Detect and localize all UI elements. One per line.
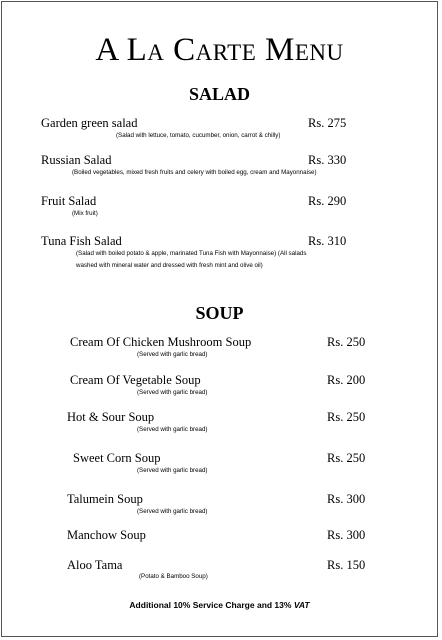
salad-item-desc: (Boiled vegetables, mixed fresh fruits and celery with boiled egg, cream and Mayonnaise) <box>72 169 317 176</box>
soup-item-name: Manchow Soup <box>67 528 146 542</box>
menu-page <box>1 1 438 637</box>
soup-item-name: Sweet Corn Soup <box>73 451 161 465</box>
salad-item-price: Rs. 330 <box>308 153 347 167</box>
soup-item-name: Cream Of Vegetable Soup <box>70 373 201 387</box>
salad-item-name: Garden green salad <box>41 116 138 130</box>
salad-item-price: Rs. 290 <box>308 194 347 208</box>
soup-item-name: Aloo Tama <box>67 558 123 572</box>
menu-title: A La Carte Menu <box>95 32 344 68</box>
soup-item-desc: (Served with garlic bread) <box>137 467 208 474</box>
soup-item-desc: (Served with garlic bread) <box>137 508 208 515</box>
salad-heading: SALAD <box>188 84 250 104</box>
salad-item-name: Tuna Fish Salad <box>41 234 122 248</box>
soup-item-price: Rs. 250 <box>327 335 366 349</box>
salad-item-price: Rs. 310 <box>308 234 347 248</box>
vat-label: VAT <box>293 600 310 610</box>
soup-item-price: Rs. 300 <box>327 492 366 506</box>
salad-item-desc: (Mix fruit) <box>72 210 98 217</box>
soup-item-name: Cream Of Chicken Mushroom Soup <box>70 335 252 349</box>
salad-item-desc: (Salad with boiled potato & apple, marinated Tuna Fish with Mayonnaise) (All salads <box>76 250 307 257</box>
service-charge-note <box>2 600 437 610</box>
soup-item-price: Rs. 200 <box>327 373 366 387</box>
soup-item-name: Hot & Sour Soup <box>67 410 155 424</box>
salad-item-name: Fruit Salad <box>41 194 97 208</box>
soup-item-price: Rs. 250 <box>327 410 366 424</box>
soup-item-desc: (Served with garlic bread) <box>137 351 208 358</box>
soup-item-desc: (Served with garlic bread) <box>137 389 208 396</box>
salad-item-price: Rs. 275 <box>308 116 347 130</box>
soup-item-desc: (Served with garlic bread) <box>137 426 208 433</box>
salad-item-desc: (Salad with lettuce, tomato, cucumber, onion, carrot & chilly) <box>116 132 281 139</box>
soup-heading: SOUP <box>195 303 244 323</box>
salad-item-name: Russian Salad <box>41 153 112 167</box>
soup-item-price: Rs. 250 <box>327 451 366 465</box>
service-charge-text: Additional 10% Service Charge and 13% <box>129 600 294 610</box>
soup-item-desc: (Potato & Bamboo Soup) <box>139 573 208 580</box>
soup-item-price: Rs. 300 <box>327 528 366 542</box>
soup-item-price: Rs. 150 <box>327 558 366 572</box>
salad-item-desc-continued: washed with mineral water and dressed with fresh mint and olive oil) <box>76 262 263 269</box>
soup-item-name: Talumein Soup <box>67 492 143 506</box>
